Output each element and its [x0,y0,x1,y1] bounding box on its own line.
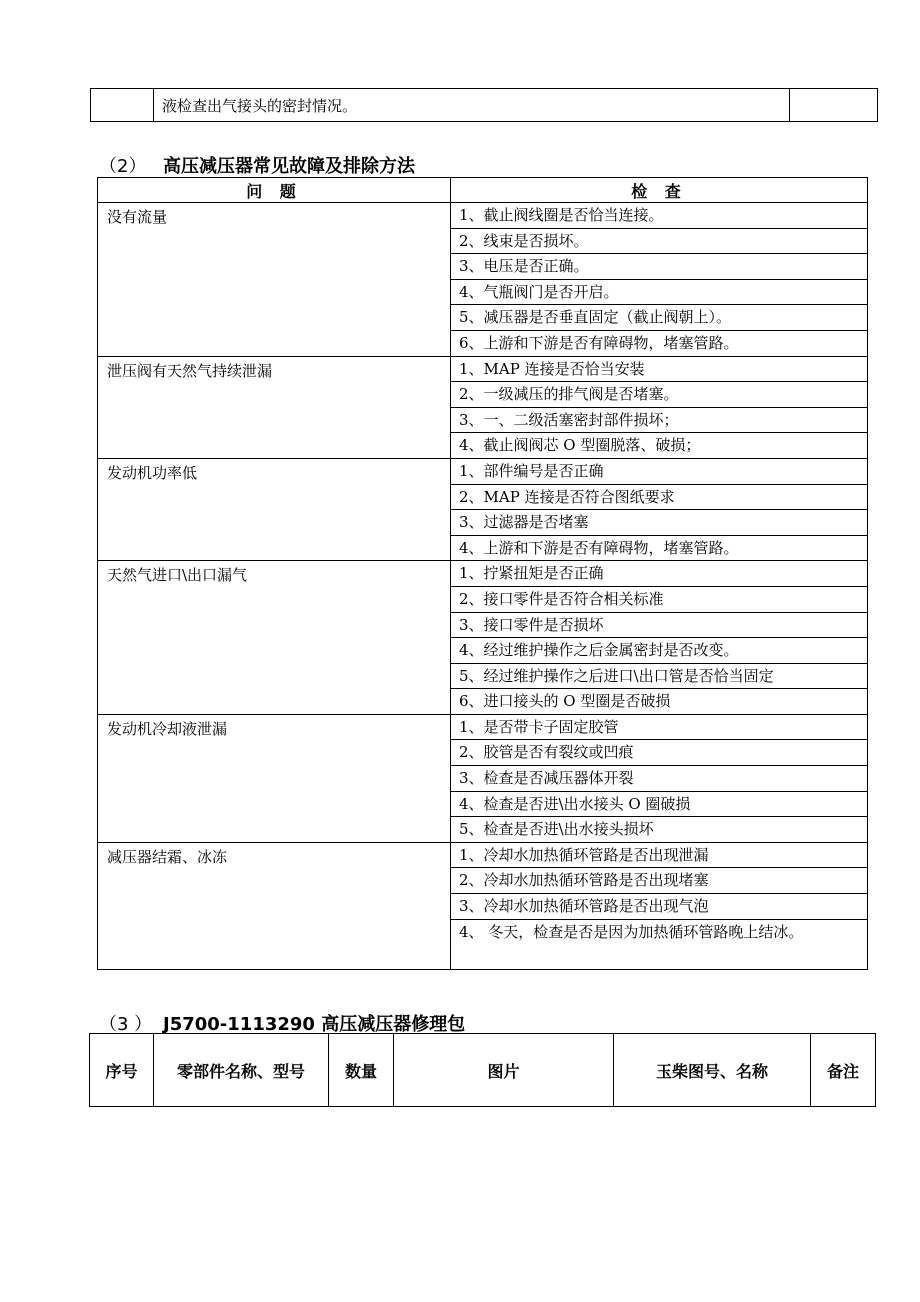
check-cell: 2、MAP 连接是否符合图纸要求 [451,484,868,510]
check-cell: 3、电压是否正确。 [451,254,868,280]
problem-cell: 天然气进口\出口漏气 [98,561,451,715]
header-serial-no: 序号 [90,1034,154,1107]
table-row [98,356,868,382]
check-cell: 6、进口接头的 O 型圈是否破损 [451,689,868,715]
parts-table [89,1033,876,1107]
header-check: 检 查 [451,178,868,203]
table-header-row [98,178,868,203]
table-row [91,89,878,122]
check-cell: 5、减压器是否垂直固定（截止阀朝上）。 [451,305,868,331]
table-cell-text: 液检查出气接头的密封情况。 [154,89,790,122]
check-cell: 3、检查是否减压器体开裂 [451,766,868,792]
table-row [98,842,868,868]
check-cell: 5、检查是否进\出水接头损坏 [451,817,868,843]
section-3-number: （3 ） [99,1014,153,1035]
table-header-row [90,1034,876,1107]
section-3-heading: J5700-1113290 高压减压器修理包 [163,1014,466,1035]
section-2-number: （2） [99,156,147,177]
problem-cell: 发动机功率低 [98,458,451,560]
section-2-heading: 高压减压器常见故障及排除方法 [163,156,415,177]
table-cell [790,89,878,122]
check-cell: 4、气瓶阀门是否开启。 [451,279,868,305]
check-cell: 1、是否带卡子固定胶管 [451,714,868,740]
header-remarks: 备注 [811,1034,876,1107]
check-cell: 1、拧紧扭矩是否正确 [451,561,868,587]
check-cell: 1、冷却水加热循环管路是否出现泄漏 [451,842,868,868]
section-2-title [99,152,415,178]
header-problem: 问 题 [98,178,451,203]
header-picture: 图片 [394,1034,614,1107]
check-cell: 4、检查是否进\出水接头 O 圈破损 [451,791,868,817]
problem-cell: 减压器结霜、冰冻 [98,842,451,969]
check-cell: 2、一级减压的排气阀是否堵塞。 [451,382,868,408]
check-cell: 4、 冬天，检查是否是因为加热循环管路晚上结冰。 [451,919,868,969]
table-row [98,203,868,229]
check-cell: 5、经过维护操作之后进口\出口管是否恰当固定 [451,663,868,689]
check-cell: 1、MAP 连接是否恰当安装 [451,356,868,382]
check-cell: 4、上游和下游是否有障碍物，堵塞管路。 [451,535,868,561]
header-quantity: 数量 [329,1034,394,1107]
header-part-name-model: 零部件名称、型号 [154,1034,329,1107]
check-cell: 3、过滤器是否堵塞 [451,510,868,536]
check-cell: 3、一、二级活塞密封部件损坏； [451,407,868,433]
check-cell: 3、接口零件是否损坏 [451,612,868,638]
header-yuchai-part-no: 玉柴图号、名称 [614,1034,811,1107]
check-cell: 2、线束是否损坏。 [451,228,868,254]
table-row [98,561,868,587]
problem-cell: 泄压阀有天然气持续泄漏 [98,356,451,458]
table-cell [91,89,154,122]
check-cell: 6、上游和下游是否有障碍物，堵塞管路。 [451,330,868,356]
table-row [98,458,868,484]
check-cell: 2、胶管是否有裂纹或凹痕 [451,740,868,766]
problem-cell: 发动机冷却液泄漏 [98,714,451,842]
table-row [98,714,868,740]
check-cell: 1、截止阀线圈是否恰当连接。 [451,203,868,229]
top-continuation-table [90,88,878,122]
check-cell: 4、经过维护操作之后金属密封是否改变。 [451,638,868,664]
problem-cell: 没有流量 [98,203,451,357]
check-cell: 4、截止阀阀芯 O 型圈脱落、破损； [451,433,868,459]
check-cell: 2、冷却水加热循环管路是否出现堵塞 [451,868,868,894]
fault-table [97,177,868,970]
check-cell: 1、部件编号是否正确 [451,458,868,484]
check-cell: 3、冷却水加热循环管路是否出现气泡 [451,894,868,920]
check-cell: 2、接口零件是否符合相关标准 [451,586,868,612]
